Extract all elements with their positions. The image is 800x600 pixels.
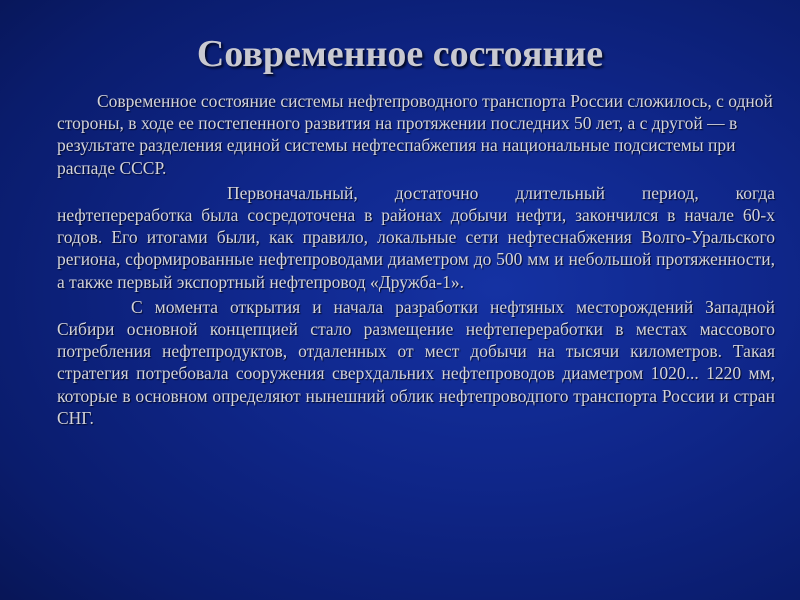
slide-title: Современное состояние [196, 33, 604, 75]
slide-body [57, 90, 775, 431]
paragraph-1: Современное состояние системы нефтепроводного транспорта России сложилось, с одной стороны, в ходе ее постепенного развития на протяжении последних 50 лет, а с другой — в результате разделения единой системы нефтеспабжепия на национальные подсистемы при распаде СССР. [57, 91, 773, 178]
paragraph-3: С момента открытия и начала разработки нефтяных месторождений Западной Сибири основной концепцией стало размещение нефтепереработки в местах массового потребления нефтепродуктов, отдаленных от мест добычи на тысячи километров. Такая стратегия потребовала сооружения сверхдальних нефтепроводов диаметром 1020... 1220 мм, которые в основном определяют нынешний облик нефтепроводпого транспорта России и стран СНГ. [57, 296, 775, 428]
paragraph-2: Первоначальный, достаточно длительный период, когда нефтепереработка была сосредоточена в районах добычи нефти, закончился в начале 60-х годов. Его итогами были, как правило, локальные сети нефтеснабжения Волго-Уральского региона, сформированные нефтепроводами диаметром до 500 мм и небольшой протяженности, а также первый экспортный нефтепровод «Дружба-1». [57, 182, 775, 292]
